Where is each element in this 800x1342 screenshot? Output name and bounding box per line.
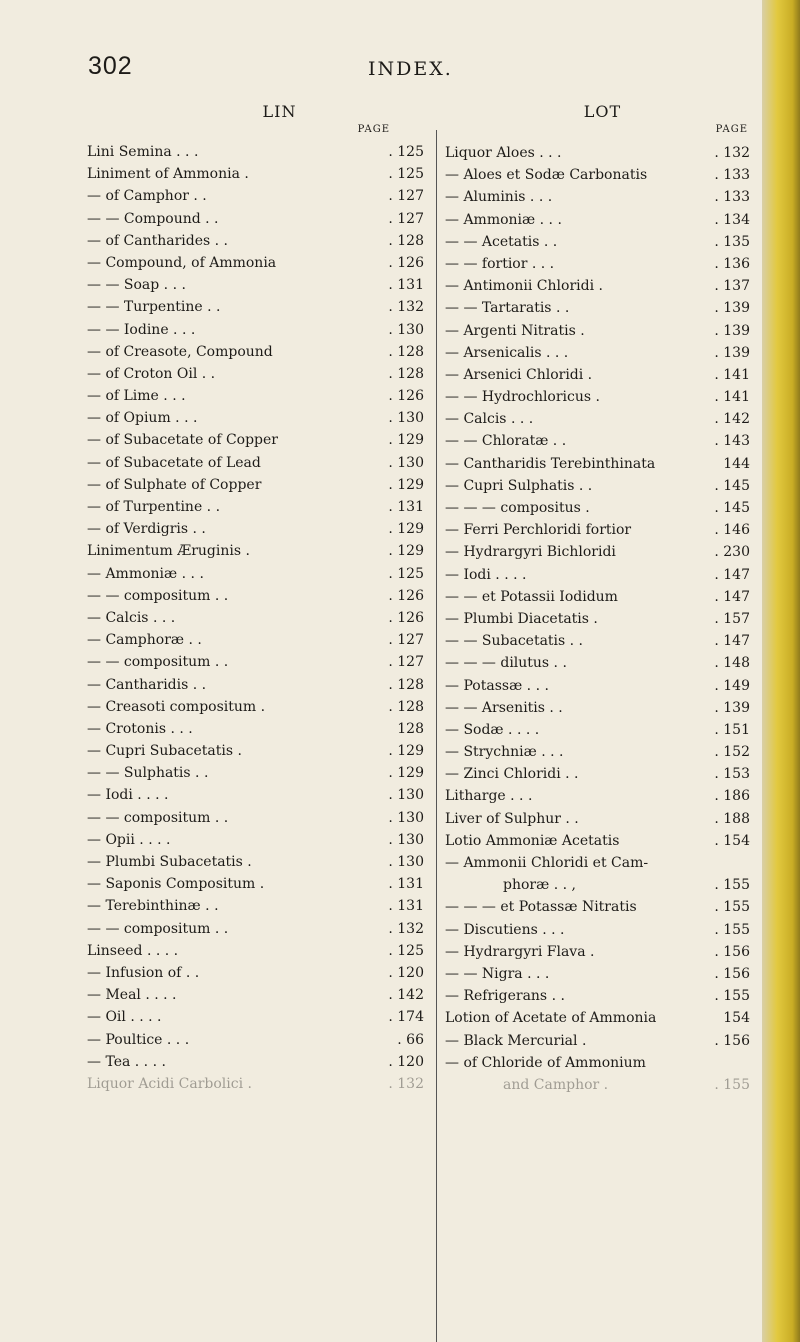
entry-page-number: . 130 bbox=[388, 787, 424, 804]
index-entry bbox=[87, 208, 432, 230]
entry-term: — Ammoniæ . . . bbox=[87, 565, 204, 582]
entry-page-number: . 132 bbox=[388, 299, 424, 316]
index-entry bbox=[445, 630, 750, 652]
index-entry bbox=[87, 163, 432, 185]
index-entry bbox=[87, 296, 432, 318]
index-entry bbox=[445, 830, 750, 852]
entry-term: — Zinci Chloridi . . bbox=[445, 766, 579, 783]
index-entry bbox=[87, 563, 432, 585]
entry-term: — — Turpentine . . bbox=[87, 299, 221, 316]
entry-term: — of Croton Oil . . bbox=[87, 365, 216, 382]
entry-term: — of Cantharides . . bbox=[87, 232, 228, 249]
entry-page-number: . 128 bbox=[388, 365, 424, 382]
entry-page-number: . 130 bbox=[388, 831, 424, 848]
entry-page-number: . 156 bbox=[714, 965, 750, 982]
entry-term: Liver of Sulphur . . bbox=[445, 810, 579, 827]
page-header bbox=[0, 52, 762, 92]
index-entry bbox=[445, 453, 750, 475]
column-divider bbox=[436, 130, 437, 1342]
entry-page-number: . 132 bbox=[388, 920, 424, 937]
gilt-page-edge bbox=[762, 0, 800, 1342]
entry-term: — — compositum . . bbox=[87, 920, 229, 937]
entry-term: — of Opium . . . bbox=[87, 410, 198, 427]
entry-page-number: . 186 bbox=[714, 788, 750, 805]
index-entry bbox=[445, 564, 750, 586]
index-entry bbox=[445, 275, 750, 297]
entry-term: — Cupri Sulphatis . . bbox=[445, 477, 593, 494]
index-entry bbox=[87, 1029, 432, 1051]
index-entry bbox=[445, 186, 750, 208]
entry-page-number: . 126 bbox=[388, 388, 424, 405]
index-entry bbox=[445, 852, 750, 874]
entry-term: — — fortior . . . bbox=[445, 255, 555, 272]
entry-page-number: . 127 bbox=[388, 210, 424, 227]
entry-page-number: . 146 bbox=[714, 522, 750, 539]
entry-page-number: . 155 bbox=[714, 899, 750, 916]
index-entry bbox=[87, 1006, 432, 1028]
entry-term: — Strychniæ . . . bbox=[445, 744, 564, 761]
entry-term: Liquor Aloes . . . bbox=[445, 145, 562, 161]
right-column-heading: LOT bbox=[583, 102, 622, 121]
entry-term: — Camphoræ . . bbox=[87, 632, 202, 649]
entry-term: — of Camphor . . bbox=[87, 188, 207, 205]
entry-term: — — Nigra . . . bbox=[445, 965, 550, 982]
entry-term: — of Chloride of Ammonium bbox=[445, 1054, 646, 1071]
entry-term: — — Chloratæ . . bbox=[445, 433, 567, 450]
entry-page-number: . 133 bbox=[714, 167, 750, 184]
index-entry bbox=[87, 696, 432, 718]
entry-term: Linimentum Æruginis . bbox=[87, 543, 250, 560]
index-entry bbox=[87, 962, 432, 984]
entry-page-number: . 139 bbox=[714, 322, 750, 339]
entry-page-number: . 143 bbox=[714, 433, 750, 450]
entry-term: — — Soap . . . bbox=[87, 277, 186, 294]
entry-page-number: . 230 bbox=[714, 544, 750, 561]
right-entry-list bbox=[445, 142, 750, 1096]
entry-page-number: . 120 bbox=[388, 964, 424, 981]
left-column bbox=[87, 102, 432, 1095]
entry-term: — Antimonii Chloridi . bbox=[445, 278, 603, 295]
index-entry bbox=[445, 785, 750, 807]
entry-page-number: . 131 bbox=[388, 277, 424, 294]
entry-page-number: . 139 bbox=[714, 699, 750, 716]
entry-page-number: . 141 bbox=[714, 389, 750, 406]
entry-term: — of Lime . . . bbox=[87, 388, 186, 405]
left-page-label: PAGE bbox=[357, 124, 390, 135]
index-entry bbox=[445, 719, 750, 741]
index-entry bbox=[445, 896, 750, 918]
entry-term: — — Subacetatis . . bbox=[445, 633, 584, 650]
entry-page-number: . 126 bbox=[388, 254, 424, 271]
entry-page-number: . 120 bbox=[388, 1053, 424, 1070]
entry-term: — Opii . . . . bbox=[87, 831, 171, 848]
index-entry bbox=[87, 585, 432, 607]
entry-term: — Tea . . . . bbox=[87, 1053, 166, 1070]
entry-page-number: . 147 bbox=[714, 633, 750, 650]
entry-page-number: . 129 bbox=[388, 521, 424, 538]
index-entry bbox=[87, 607, 432, 629]
index-entry bbox=[445, 1030, 750, 1052]
entry-term: — — Iodine . . . bbox=[87, 321, 196, 338]
index-entry bbox=[87, 319, 432, 341]
entry-term: — Aluminis . . . bbox=[445, 189, 553, 206]
entry-page-number: . 135 bbox=[714, 233, 750, 250]
entry-term: — Plumbi Diacetatis . bbox=[445, 610, 598, 627]
index-entry bbox=[87, 984, 432, 1006]
index-entry bbox=[87, 629, 432, 651]
index-entry bbox=[445, 342, 750, 364]
index-entry bbox=[445, 408, 750, 430]
index-entry bbox=[445, 297, 750, 319]
entry-page-number: . 130 bbox=[388, 854, 424, 870]
entry-term: — Black Mercurial . bbox=[445, 1032, 587, 1049]
entry-term: Liniment of Ammonia . bbox=[87, 166, 249, 183]
entry-page-number: . 154 bbox=[714, 832, 750, 849]
index-entry bbox=[87, 407, 432, 429]
entry-page-number: . 141 bbox=[714, 366, 750, 383]
index-entry bbox=[445, 941, 750, 963]
entry-term: — Ammoniæ . . . bbox=[445, 211, 562, 228]
entry-page-number: . 155 bbox=[714, 988, 750, 1005]
index-entry bbox=[445, 231, 750, 253]
left-entry-list bbox=[87, 141, 432, 1095]
entry-term: phoræ . . , bbox=[503, 877, 576, 894]
entry-term: — Calcis . . . bbox=[445, 411, 534, 428]
entry-term: Liquor Acidi Carbolici . bbox=[87, 1075, 252, 1092]
index-entry bbox=[445, 497, 750, 519]
entry-page-number: . 130 bbox=[388, 321, 424, 338]
index-entry bbox=[87, 784, 432, 806]
entry-page-number: . 127 bbox=[388, 188, 424, 205]
entry-term: — Poultice . . . bbox=[87, 1031, 190, 1048]
entry-term: — of Verdigris . . bbox=[87, 521, 206, 538]
entry-page-number: . 153 bbox=[714, 766, 750, 783]
entry-term: and Camphor . bbox=[503, 1076, 609, 1093]
entry-term: — — compositum . . bbox=[87, 587, 229, 604]
entry-page-number: . 127 bbox=[388, 654, 424, 671]
entry-page-number: . 155 bbox=[714, 1076, 750, 1093]
entry-term: Litharge . . . bbox=[445, 788, 533, 805]
index-entry bbox=[87, 873, 432, 895]
entry-term: — of Subacetate of Lead bbox=[87, 454, 261, 471]
entry-page-number: . 139 bbox=[714, 300, 750, 317]
entry-term: — Creasoti compositum . bbox=[87, 698, 266, 715]
index-entry bbox=[445, 1007, 750, 1029]
entry-term: Lini Semina . . . bbox=[87, 144, 199, 160]
entry-page-number: . 129 bbox=[388, 543, 424, 560]
index-entry bbox=[87, 252, 432, 274]
entry-page-number: . 174 bbox=[388, 1009, 424, 1026]
index-entry bbox=[87, 385, 432, 407]
entry-page-number: . 151 bbox=[714, 721, 750, 738]
entry-page-number: . 129 bbox=[388, 743, 424, 760]
index-entry bbox=[445, 919, 750, 941]
entry-page-number: . 136 bbox=[714, 255, 750, 272]
index-entry bbox=[445, 675, 750, 697]
index-entry bbox=[87, 651, 432, 673]
entry-term: — of Turpentine . . bbox=[87, 499, 221, 515]
entry-term: — — et Potassii Iodidum bbox=[445, 588, 618, 605]
entry-page-number: . 127 bbox=[388, 632, 424, 649]
entry-term: — Ferri Perchloridi fortior bbox=[445, 522, 632, 539]
index-entry bbox=[87, 829, 432, 851]
left-column-heading: LIN bbox=[262, 102, 297, 121]
page-number: 302 bbox=[88, 52, 133, 80]
index-entry bbox=[445, 386, 750, 408]
entry-page-number: . 149 bbox=[714, 677, 750, 694]
index-entry bbox=[87, 940, 432, 962]
entry-term: — — — compositus . bbox=[445, 500, 590, 516]
entry-term: — Saponis Compositum . bbox=[87, 876, 265, 893]
entry-page-number: . 147 bbox=[714, 588, 750, 605]
entry-term: — — — dilutus . . bbox=[445, 655, 567, 672]
entry-page-number: . 132 bbox=[388, 1075, 424, 1092]
entry-term: — Argenti Nitratis . bbox=[445, 322, 585, 339]
index-entry bbox=[445, 741, 750, 763]
index-entry bbox=[445, 1074, 750, 1096]
entry-page-number: . 142 bbox=[388, 987, 424, 1004]
index-entry bbox=[87, 230, 432, 252]
entry-page-number: . 132 bbox=[714, 145, 750, 161]
entry-page-number: . 129 bbox=[388, 432, 424, 449]
index-entry bbox=[445, 364, 750, 386]
entry-term: — Arsenici Chloridi . bbox=[445, 366, 593, 383]
index-entry bbox=[445, 985, 750, 1007]
entry-term: — Compound, of Ammonia bbox=[87, 254, 277, 271]
index-entry bbox=[87, 429, 432, 451]
index-entry bbox=[445, 142, 750, 164]
index-entry bbox=[87, 762, 432, 784]
index-entry bbox=[87, 895, 432, 917]
entry-term: — Iodi . . . . bbox=[87, 787, 169, 804]
index-entry bbox=[87, 341, 432, 363]
index-entry bbox=[87, 141, 432, 163]
index-entry bbox=[445, 209, 750, 231]
entry-term: — Ammonii Chloridi et Cam- bbox=[445, 855, 649, 871]
index-entry bbox=[87, 185, 432, 207]
entry-page-number: . 157 bbox=[714, 610, 750, 627]
index-entry bbox=[445, 874, 750, 896]
entry-term: — of Creasote, Compound bbox=[87, 343, 273, 360]
entry-page-number: 128 bbox=[397, 720, 424, 737]
index-entry bbox=[87, 851, 432, 873]
entry-term: — Sodæ . . . . bbox=[445, 721, 540, 738]
index-entry bbox=[87, 674, 432, 696]
entry-page-number: . 128 bbox=[388, 232, 424, 249]
entry-page-number: 154 bbox=[723, 1010, 750, 1027]
index-entry bbox=[445, 1052, 750, 1074]
entry-term: — of Sulphate of Copper bbox=[87, 476, 262, 493]
index-entry bbox=[87, 1073, 432, 1095]
index-entry bbox=[445, 475, 750, 497]
entry-page-number: . 128 bbox=[388, 676, 424, 693]
entry-page-number: . 130 bbox=[388, 454, 424, 471]
entry-term: — Refrigerans . . bbox=[445, 988, 565, 1005]
entry-page-number: . 130 bbox=[388, 809, 424, 826]
index-entry bbox=[87, 496, 432, 518]
entry-term: — Iodi . . . . bbox=[445, 566, 527, 583]
entry-term: — of Subacetate of Copper bbox=[87, 432, 278, 449]
index-entry bbox=[87, 518, 432, 540]
entry-page-number: . 125 bbox=[388, 144, 424, 160]
index-entry bbox=[445, 320, 750, 342]
entry-page-number: . 188 bbox=[714, 810, 750, 827]
entry-page-number: . 134 bbox=[714, 211, 750, 228]
entry-page-number: . 156 bbox=[714, 1032, 750, 1049]
entry-term: — — Arsenitis . . bbox=[445, 699, 563, 716]
index-entry bbox=[445, 763, 750, 785]
entry-term: — Discutiens . . . bbox=[445, 921, 565, 938]
entry-term: — — Tartaratis . . bbox=[445, 300, 570, 317]
entry-term: — Hydrargyri Flava . bbox=[445, 943, 595, 960]
entry-page-number: . 126 bbox=[388, 587, 424, 604]
entry-page-number: . 128 bbox=[388, 343, 424, 360]
index-entry bbox=[87, 718, 432, 740]
entry-term: — — Compound . . bbox=[87, 210, 219, 227]
entry-page-number: . 133 bbox=[714, 189, 750, 206]
index-entry bbox=[87, 807, 432, 829]
index-entry bbox=[87, 540, 432, 562]
index-entry bbox=[87, 274, 432, 296]
index-entry bbox=[445, 808, 750, 830]
entry-term: — Crotonis . . . bbox=[87, 720, 193, 737]
entry-term: — — Sulphatis . . bbox=[87, 765, 209, 782]
entry-page-number: . 139 bbox=[714, 344, 750, 361]
entry-page-number: . 131 bbox=[388, 898, 424, 915]
entry-term: — Cantharidis Terebinthinata bbox=[445, 455, 656, 472]
entry-term: — Cupri Subacetatis . bbox=[87, 743, 242, 760]
entry-page-number: . 145 bbox=[714, 477, 750, 494]
entry-page-number: . 155 bbox=[714, 921, 750, 938]
entry-term: — Terebinthinæ . . bbox=[87, 898, 219, 915]
entry-term: — Cantharidis . . bbox=[87, 676, 207, 693]
entry-term: — Calcis . . . bbox=[87, 609, 176, 626]
entry-page-number: . 128 bbox=[388, 698, 424, 715]
entry-page-number: . 148 bbox=[714, 655, 750, 672]
index-entry bbox=[87, 452, 432, 474]
entry-term: — — compositum . . bbox=[87, 809, 229, 826]
index-entry bbox=[87, 1051, 432, 1073]
entry-term: — — — et Potassæ Nitratis bbox=[445, 899, 637, 916]
entry-page-number: . 66 bbox=[397, 1031, 424, 1048]
entry-page-number: . 156 bbox=[714, 943, 750, 960]
entry-term: — Arsenicalis . . . bbox=[445, 344, 569, 361]
entry-page-number: . 137 bbox=[714, 278, 750, 295]
right-column bbox=[445, 102, 750, 1096]
index-entry bbox=[445, 519, 750, 541]
index-entry bbox=[445, 586, 750, 608]
entry-term: — — compositum . . bbox=[87, 654, 229, 671]
entry-term: Lotion of Acetate of Ammonia bbox=[445, 1010, 657, 1027]
entry-page-number: . 126 bbox=[388, 609, 424, 626]
entry-term: Linseed . . . . bbox=[87, 942, 179, 959]
entry-page-number: . 131 bbox=[388, 876, 424, 893]
index-entry bbox=[445, 164, 750, 186]
entry-term: — Meal . . . . bbox=[87, 987, 177, 1004]
entry-term: — Aloes et Sodæ Carbonatis bbox=[445, 167, 648, 184]
right-page-label: PAGE bbox=[715, 124, 748, 135]
index-entry bbox=[87, 740, 432, 762]
entry-page-number: . 147 bbox=[714, 566, 750, 583]
entry-page-number: . 125 bbox=[388, 565, 424, 582]
index-entry bbox=[445, 652, 750, 674]
index-entry bbox=[445, 697, 750, 719]
entry-page-number: . 142 bbox=[714, 411, 750, 428]
entry-page-number: . 155 bbox=[714, 877, 750, 894]
index-entry bbox=[87, 363, 432, 385]
entry-term: — — Hydrochloricus . bbox=[445, 389, 600, 406]
index-entry bbox=[445, 963, 750, 985]
index-entry bbox=[445, 541, 750, 563]
entry-page-number: . 131 bbox=[388, 499, 424, 515]
entry-page-number: . 152 bbox=[714, 744, 750, 761]
entry-term: — Plumbi Subacetatis . bbox=[87, 854, 252, 870]
index-entry bbox=[445, 430, 750, 452]
entry-term: — — Acetatis . . bbox=[445, 233, 558, 250]
entry-page-number: . 130 bbox=[388, 410, 424, 427]
entry-page-number: 144 bbox=[723, 455, 750, 472]
index-entry bbox=[87, 474, 432, 496]
entry-term: — Hydrargyri Bichloridi bbox=[445, 544, 616, 561]
entry-page-number: . 125 bbox=[388, 166, 424, 183]
running-title: INDEX. bbox=[368, 58, 453, 80]
entry-term: — Potassæ . . . bbox=[445, 677, 549, 694]
entry-page-number: . 129 bbox=[388, 476, 424, 493]
index-entry bbox=[87, 918, 432, 940]
entry-page-number: . 125 bbox=[388, 942, 424, 959]
entry-term: — Infusion of . . bbox=[87, 964, 200, 981]
entry-term: — Oil . . . . bbox=[87, 1009, 162, 1026]
index-entry bbox=[445, 253, 750, 275]
entry-term: Lotio Ammoniæ Acetatis bbox=[445, 832, 620, 849]
entry-page-number: . 145 bbox=[714, 500, 750, 516]
entry-page-number: . 129 bbox=[388, 765, 424, 782]
index-entry bbox=[445, 608, 750, 630]
